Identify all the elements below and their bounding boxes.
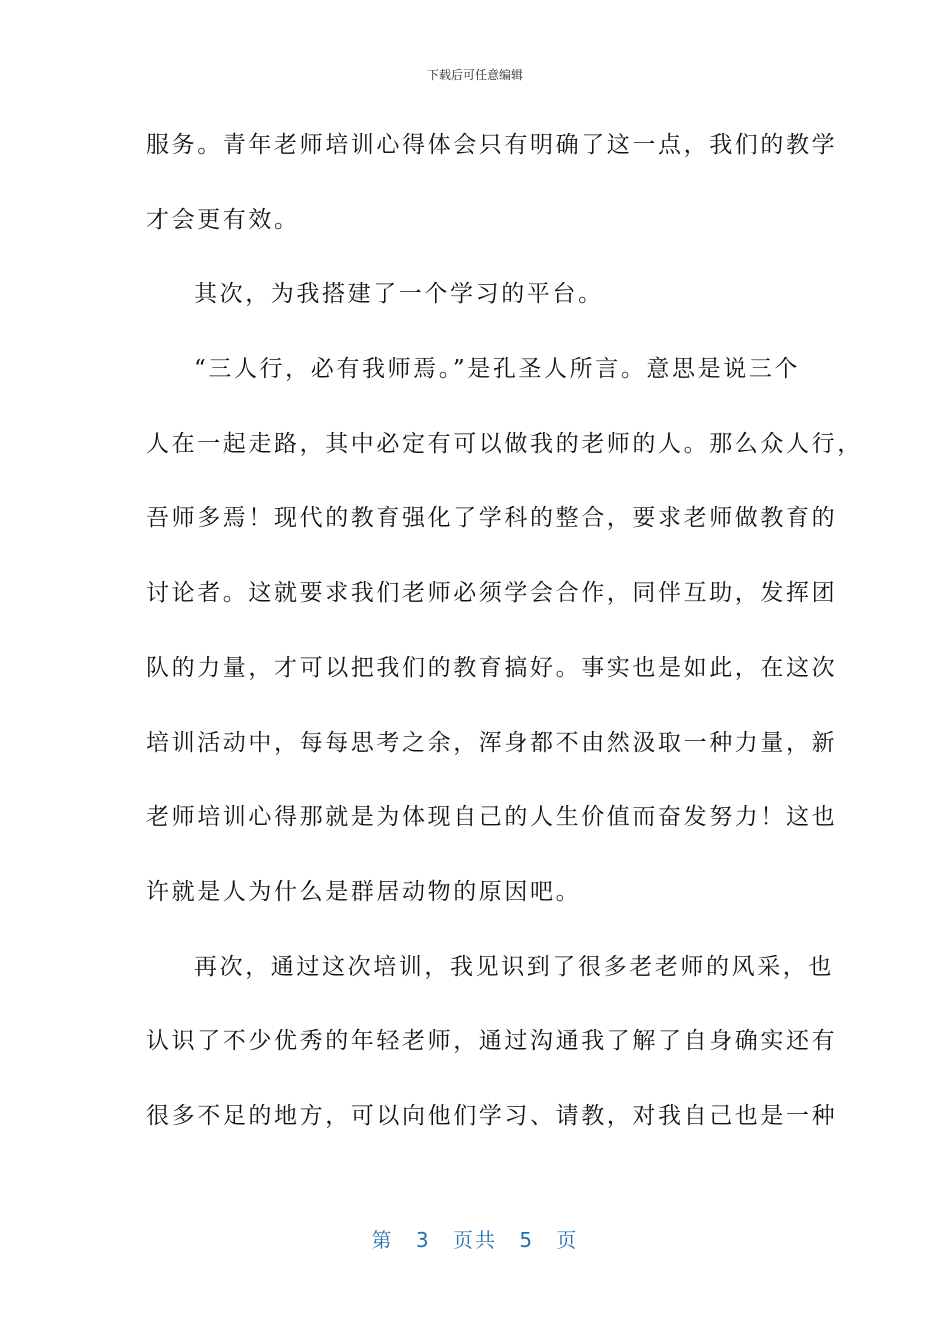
text-line: 人在一起走路，其中必定有可以做我的老师的人。那么众人行，: [146, 430, 863, 457]
text-line: 服务。青年老师培训心得体会只有明确了这一点，我们的教学: [146, 132, 838, 158]
text-line: 吾师多焉！现代的教育强化了学科的整合，要求老师做教育的: [146, 505, 838, 532]
page-header: 下载后可任意编辑: [426, 68, 523, 82]
page-footer: 第 3 页共 5 页: [371, 1228, 579, 1252]
text-line: 很多不足的地方，可以向他们学习、请教，对我自己也是一种: [146, 1102, 838, 1129]
text-line: 讨论者。这就要求我们老师必须学会合作，同伴互助，发挥团: [146, 580, 838, 607]
text-line: 再次，通过这次培训，我见识到了很多老老师的风采，也: [194, 953, 834, 980]
text-line: “三人行，必有我师焉。”是孔圣人所言。意思是说三个: [194, 356, 801, 383]
text-line: 才会更有效。: [146, 206, 300, 233]
text-line: 许就是人为什么是群居动物的原因吧。: [146, 878, 582, 905]
text-line: 培训活动中，每每思考之余，浑身都不由然汲取一种力量，新: [146, 729, 838, 756]
text-line: 其次，为我搭建了一个学习的平台。: [194, 281, 604, 308]
text-line: 认识了不少优秀的年轻老师，通过沟通我了解了自身确实还有: [146, 1028, 838, 1055]
text-line: 队的力量，才可以把我们的教育搞好。事实也是如此，在这次: [146, 654, 838, 681]
document-body: [146, 125, 863, 1171]
text-line: 老师培训心得那就是为体现自己的人生价值而奋发努力！这也: [146, 804, 838, 831]
